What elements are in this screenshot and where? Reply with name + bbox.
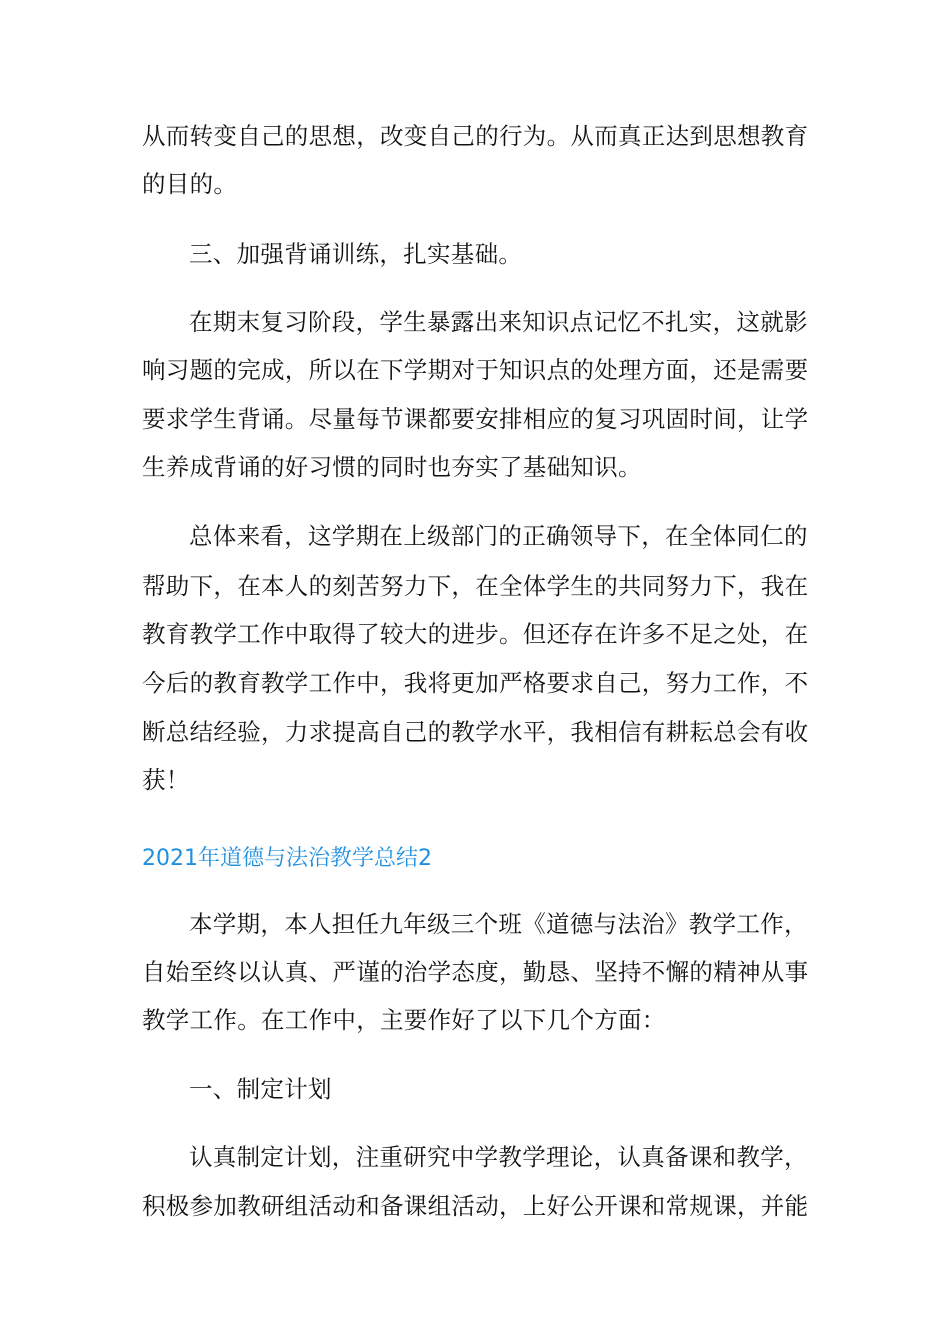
- paragraph-line: 三、加强背诵训练，扎实基础。: [189, 240, 523, 268]
- paragraph-line: 获！: [142, 766, 190, 794]
- paragraph-line: 生养成背诵的好习惯的同时也夯实了基础知识。: [142, 453, 642, 481]
- paragraph-line: 积极参加教研组活动和备课组活动，上好公开课和常规课，并能: [142, 1192, 809, 1220]
- paragraph-line: 教学工作。在工作中，主要作好了以下几个方面：: [142, 1006, 666, 1034]
- paragraph-line: 自始至终以认真、严谨的治学态度，勤恳、坚持不懈的精神从事: [142, 958, 809, 986]
- section-heading: 2021年道德与法治教学总结2: [142, 846, 432, 871]
- paragraph-line: 一、制定计划: [189, 1075, 332, 1103]
- paragraph-line: 今后的教育教学工作中，我将更加严格要求自己，努力工作，不: [142, 669, 809, 697]
- paragraph-line: 要求学生背诵。尽量每节课都要安排相应的复习巩固时间，让学: [142, 405, 809, 433]
- paragraph-line: 从而转变自己的思想，改变自己的行为。从而真正达到思想教育: [142, 122, 809, 150]
- paragraph-line: 帮助下，在本人的刻苦努力下，在全体学生的共同努力下，我在: [142, 572, 809, 600]
- paragraph-line: 的目的。: [142, 170, 238, 198]
- paragraph-line: 本学期，本人担任九年级三个班《道德与法治》教学工作，: [189, 910, 808, 938]
- paragraph-line: 总体来看，这学期在上级部门的正确领导下，在全体同仁的: [189, 522, 808, 550]
- paragraph-line: 认真制定计划，注重研究中学教学理论，认真备课和教学，: [189, 1143, 808, 1171]
- paragraph-line: 响习题的完成，所以在下学期对于知识点的处理方面，还是需要: [142, 356, 809, 384]
- paragraph-line: 在期末复习阶段，学生暴露出来知识点记忆不扎实，这就影: [189, 308, 808, 336]
- paragraph-line: 教育教学工作中取得了较大的进步。但还存在许多不足之处，在: [142, 620, 809, 648]
- paragraph-line: 断总结经验，力求提高自己的教学水平，我相信有耕耘总会有收: [142, 718, 809, 746]
